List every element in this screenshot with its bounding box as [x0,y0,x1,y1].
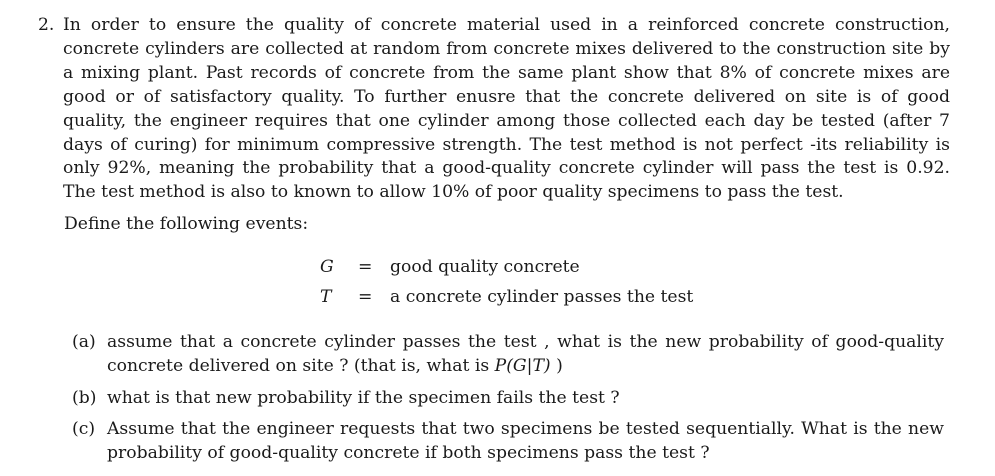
part-text: what is that new probability if the specimen fails the test ? [107,388,620,408]
event-definition-row [300,257,720,287]
question-part-c [72,417,944,465]
event-equals: = [358,257,373,277]
part-text [107,330,944,378]
part-label: (b) [72,388,97,408]
event-symbol: T [320,287,332,307]
event-description: a concrete cylinder passes the test [390,287,694,307]
problem-statement [38,14,950,205]
part-text-before: assume that a concrete cylinder passes the test , what is the new probability of good-quality concrete delivered on site ? (that is, what is [107,332,944,376]
event-equals: = [358,287,373,307]
problem-number: 2. [38,15,55,35]
part-text: Assume that the engineer requests that two specimens be tested sequentially. What is the new probability of good-quality concrete if both specimens pass the test ? [107,419,944,463]
part-label: (a) [72,332,96,352]
event-definition-row [300,287,720,317]
problem-text: In order to ensure the quality of concrete material used in a reinforced concrete construction, concrete cylinders are collected at random from concrete mixes delivered to the construction site by a mixing plant. Past records of concrete from the same plant show that 8% of concrete mixes are good or of satisfactory quality. To further enusre that the concrete delivered on site is of good quality, the engineer requires that one cylinder among those collected each day be tested (after 7 days of curing) for minimum compressive strength. The test method is not perfect -its reliability is only 92%, meaning the probability that a good-quality concrete cylinder will pass the test is 0.92. The test method is also to known to allow 10% of poor quality specimens to pass the test. [63,15,950,203]
part-text-after: ) [550,356,563,376]
event-description: good quality concrete [390,257,580,277]
part-label: (c) [72,419,96,439]
question-part-a [72,330,944,378]
event-symbol: G [320,257,334,277]
define-events-label: Define the following events: [64,214,309,234]
conditional-probability-expression: P(G|T) [494,356,551,376]
event-definitions [300,257,720,317]
question-part-b [72,386,944,410]
